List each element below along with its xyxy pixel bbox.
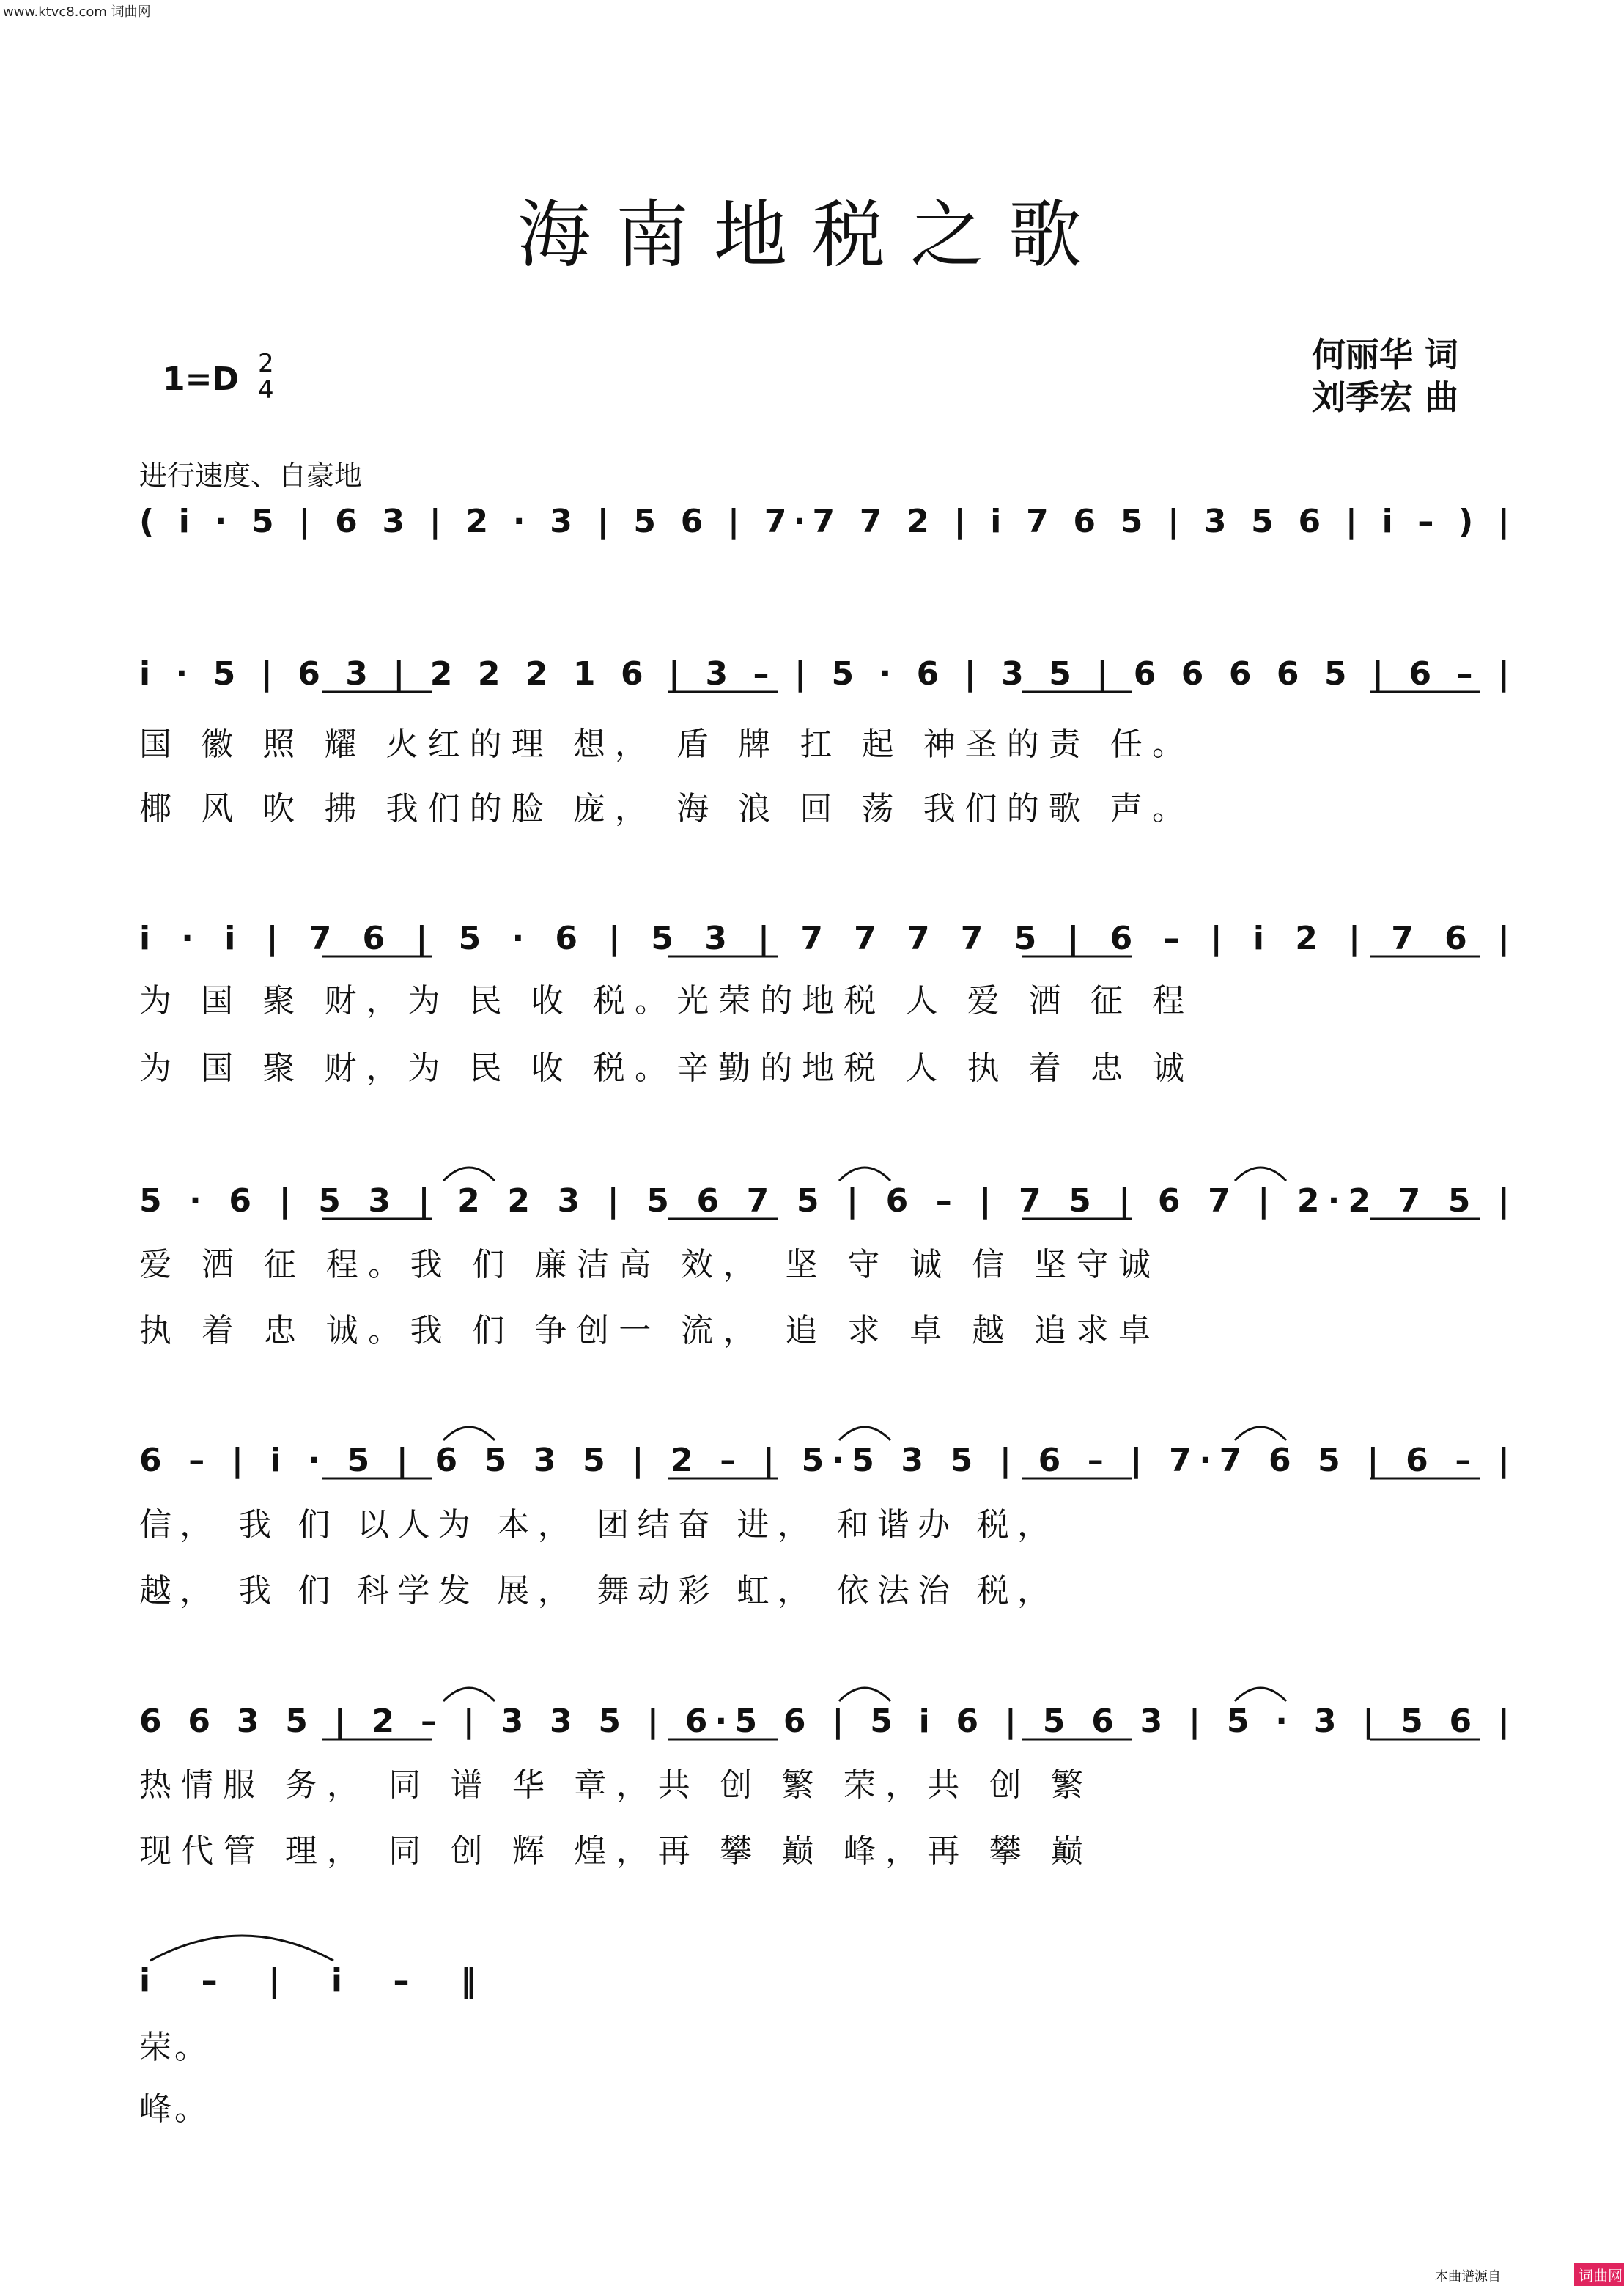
tie-arc — [150, 1936, 333, 1961]
notation-line: i · 5 | 6 3 | 2 2 2 1 6 | 3 – | 5 · 6 | 3 5 | 6 6 6 6 5 | 6 – | — [139, 655, 1510, 693]
notation-line: i – | i – ‖ — [139, 1962, 476, 1999]
lyric-line: 现代管 理， 同 创 辉 煌，再 攀 巅 峰，再 攀 巅 — [139, 1832, 1083, 1870]
notation-line: 5 · 6 | 5 3 | 2 2 3 | 5 6 7 5 | 6 – | 7 5 | 6 7 | 2·2 7 5 | — [139, 1182, 1510, 1220]
footer-source: 本曲谱源自 — [1435, 2269, 1501, 2285]
lyric-line: 椰 风 吹 拂 我们的脸 庞， 海 浪 回 荡 我们的歌 声。 — [139, 790, 1185, 827]
lyricist-credit: 何丽华 词 — [1312, 335, 1459, 375]
lyric-line: 为 国 聚 财，为 民 收 税。光荣的地税 人 爱 洒 征 程 — [139, 982, 1185, 1020]
lyric-line: 信， 我 们 以人为 本， 团结奋 进， 和谐办 税， — [139, 1506, 1049, 1544]
tie-arc — [1235, 1427, 1286, 1440]
lyric-line: 荣。 — [139, 2029, 207, 2066]
lyric-line: 执 着 忠 诚。我 们 争创一 流， 追 求 卓 越 追求卓 — [139, 1312, 1151, 1349]
time-signature-top: 2 — [258, 349, 274, 378]
lyric-line: 热情服 务， 同 谱 华 章，共 创 繁 荣，共 创 繁 — [139, 1766, 1083, 1804]
tie-arc — [443, 1688, 495, 1701]
lyric-line: 为 国 聚 财，为 民 收 税。辛勤的地税 人 执 着 忠 诚 — [139, 1050, 1185, 1087]
notation-line: i · i | 7 6 | 5 · 6 | 5 3 | 7 7 7 7 5 | 6 – | i 2 | 7 6 | — [139, 920, 1510, 957]
notation-line: ( i · 5 | 6 3 | 2 · 3 | 5 6 | 7·7 7 2 | i 7 6 5 | 3 5 6 | i – ) | — [139, 503, 1510, 540]
lyric-line: 峰。 — [139, 2090, 207, 2128]
watermark-text: www.ktvc8.com 词曲网 — [3, 4, 151, 20]
footer-logo: 词曲网 — [1574, 2263, 1624, 2286]
notation-line: 6 6 3 5 | 2 – | 3 3 5 | 6·5 6 | 5 i 6 | 5 6 3 | 5 · 3 | 5 6 | — [139, 1703, 1510, 1740]
lyric-line: 国 徽 照 耀 火红的理 想， 盾 牌 扛 起 神圣的责 任。 — [139, 726, 1185, 763]
tie-arc — [839, 1168, 890, 1181]
lyric-line: 越， 我 们 科学发 展， 舞动彩 虹， 依法治 税， — [139, 1572, 1049, 1610]
tie-arc — [1235, 1688, 1286, 1701]
page-title: 海南地税之歌 — [517, 192, 1107, 278]
tie-arc — [443, 1168, 495, 1181]
tie-arc — [839, 1427, 890, 1440]
key-signature: 1=D — [163, 361, 240, 398]
notation-line: 6 – | i · 5 | 6 5 3 5 | 2 – | 5·5 3 5 | 6 – | 7·7 6 5 | 6 – | — [139, 1442, 1510, 1479]
time-signature-bottom: 4 — [258, 375, 274, 405]
tie-arc — [443, 1427, 495, 1440]
lyric-line: 爱 洒 征 程。我 们 廉洁高 效， 坚 守 诚 信 坚守诚 — [139, 1246, 1151, 1283]
tempo-marking: 进行速度、自豪地 — [139, 460, 363, 492]
tie-arc — [839, 1688, 890, 1701]
composer-credit: 刘季宏 曲 — [1312, 377, 1459, 417]
tie-arc — [1235, 1168, 1286, 1181]
